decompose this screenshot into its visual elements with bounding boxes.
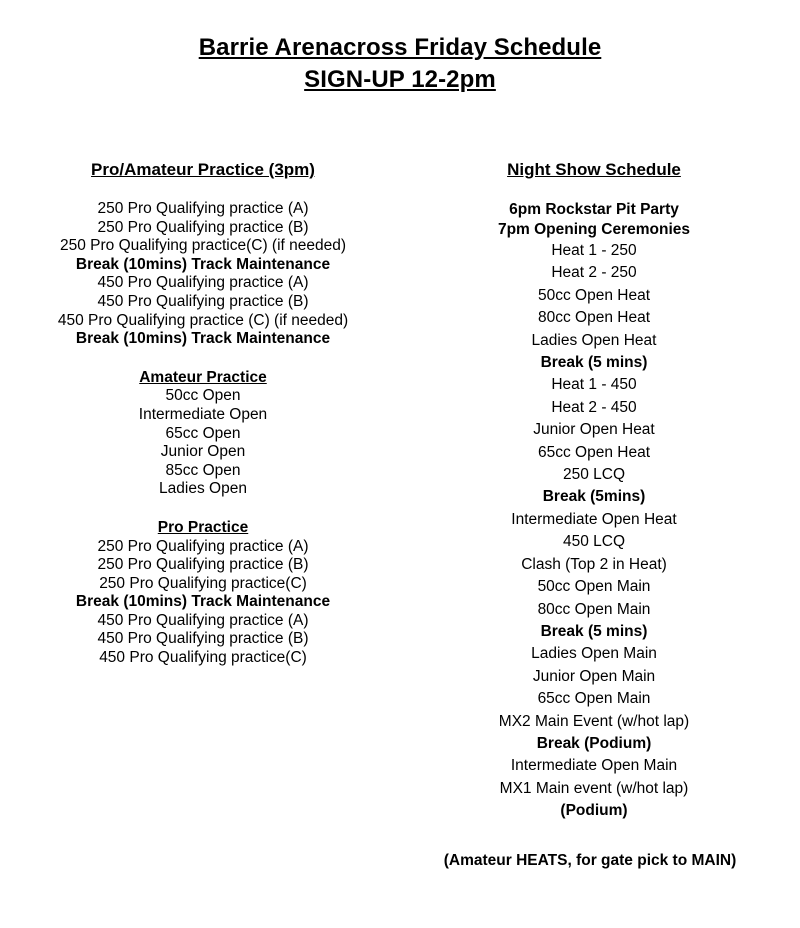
schedule-item: Intermediate Open bbox=[138, 405, 268, 423]
schedule-item: 450 Pro Qualifying practice (C) (if needed) bbox=[57, 311, 349, 329]
pro-practice-heading: Pro Practice bbox=[157, 518, 249, 536]
amateur-practice-heading: Amateur Practice bbox=[139, 368, 267, 386]
event-item: Ladies Open Main bbox=[531, 645, 657, 663]
schedule-item: 85cc Open bbox=[165, 461, 241, 479]
signup-time: SIGN-UP 12-2pm bbox=[304, 66, 496, 93]
schedule-item: 450 Pro Qualifying practice (B) bbox=[97, 630, 309, 648]
event-item: Heat 1 - 450 bbox=[551, 376, 637, 394]
schedule-item: 450 Pro Qualifying practice(C) bbox=[99, 649, 307, 667]
schedule-item: 50cc Open bbox=[165, 387, 241, 405]
schedule-item: 250 Pro Qualifying practice (A) bbox=[97, 200, 309, 217]
break-item: Break (5 mins) bbox=[540, 622, 648, 640]
event-item: 80cc Open Heat bbox=[537, 309, 650, 327]
document-title: Barrie Arenacross Friday Schedule bbox=[198, 34, 602, 61]
schedule-item: 450 Pro Qualifying practice (A) bbox=[97, 611, 309, 629]
event-item: Ladies Open Heat bbox=[531, 331, 657, 349]
podium-item: (Podium) bbox=[560, 802, 628, 820]
schedule-item: 250 Pro Qualifying practice (B) bbox=[97, 556, 309, 574]
night-show-heading: Night Show Schedule bbox=[507, 160, 681, 179]
event-item: Heat 2 - 250 bbox=[551, 264, 637, 282]
event-item: Clash (Top 2 in Heat) bbox=[521, 555, 667, 573]
night-show-column bbox=[394, 158, 794, 823]
schedule-item: 250 Pro Qualifying practice(C) (if needed) bbox=[59, 237, 347, 255]
event-item: 450 LCQ bbox=[562, 533, 626, 551]
event-item: Heat 1 - 250 bbox=[551, 242, 637, 259]
event-item: Intermediate Open Main bbox=[510, 757, 678, 775]
practice-heading: Pro/Amateur Practice (3pm) bbox=[91, 160, 315, 179]
event-item: 65cc Open Main bbox=[537, 690, 651, 708]
event-item: 80cc Open Main bbox=[537, 600, 651, 618]
schedule-item: 65cc Open bbox=[165, 424, 241, 442]
section-gap bbox=[3, 349, 403, 369]
schedule-item: 250 Pro Qualifying practice (B) bbox=[97, 218, 309, 236]
schedule-item: 250 Pro Qualifying practice(C) bbox=[99, 574, 307, 592]
break-item: Break (10mins) Track Maintenance bbox=[75, 593, 331, 611]
schedule-item: 250 Pro Qualifying practice (A) bbox=[97, 537, 309, 555]
schedule-item: Ladies Open bbox=[159, 480, 247, 498]
event-item: 250 LCQ bbox=[562, 466, 626, 484]
event-item: 7pm Opening Ceremonies bbox=[497, 221, 691, 238]
schedule-item: Junior Open bbox=[160, 443, 246, 461]
event-item: 6pm Rockstar Pit Party bbox=[509, 201, 679, 218]
event-item: Intermediate Open Heat bbox=[511, 510, 677, 528]
break-item: Break (10mins) Track Maintenance bbox=[75, 330, 331, 348]
event-item: 50cc Open Heat bbox=[537, 286, 650, 304]
break-item: Break (5mins) bbox=[542, 488, 646, 506]
schedule-item: 450 Pro Qualifying practice (B) bbox=[97, 292, 309, 310]
event-item: Heat 2 - 450 bbox=[551, 398, 637, 416]
event-item: Junior Open Main bbox=[532, 667, 656, 685]
schedule-item: 450 Pro Qualifying practice (A) bbox=[97, 274, 309, 292]
event-item: 50cc Open Main bbox=[537, 578, 651, 596]
event-item: 65cc Open Heat bbox=[537, 443, 650, 461]
event-item: MX1 Main event (w/hot lap) bbox=[499, 779, 689, 797]
practice-column bbox=[3, 158, 403, 668]
break-item: Break (Podium) bbox=[536, 734, 652, 752]
event-item: MX2 Main Event (w/hot lap) bbox=[498, 712, 690, 730]
break-item: Break (5 mins) bbox=[540, 354, 648, 372]
document-header bbox=[0, 32, 800, 96]
event-item: Junior Open Heat bbox=[533, 421, 655, 439]
section-gap bbox=[3, 499, 403, 519]
break-item: Break (10mins) Track Maintenance bbox=[75, 255, 331, 273]
amateur-heats-note: (Amateur HEATS, for gate pick to MAIN) bbox=[443, 852, 737, 869]
